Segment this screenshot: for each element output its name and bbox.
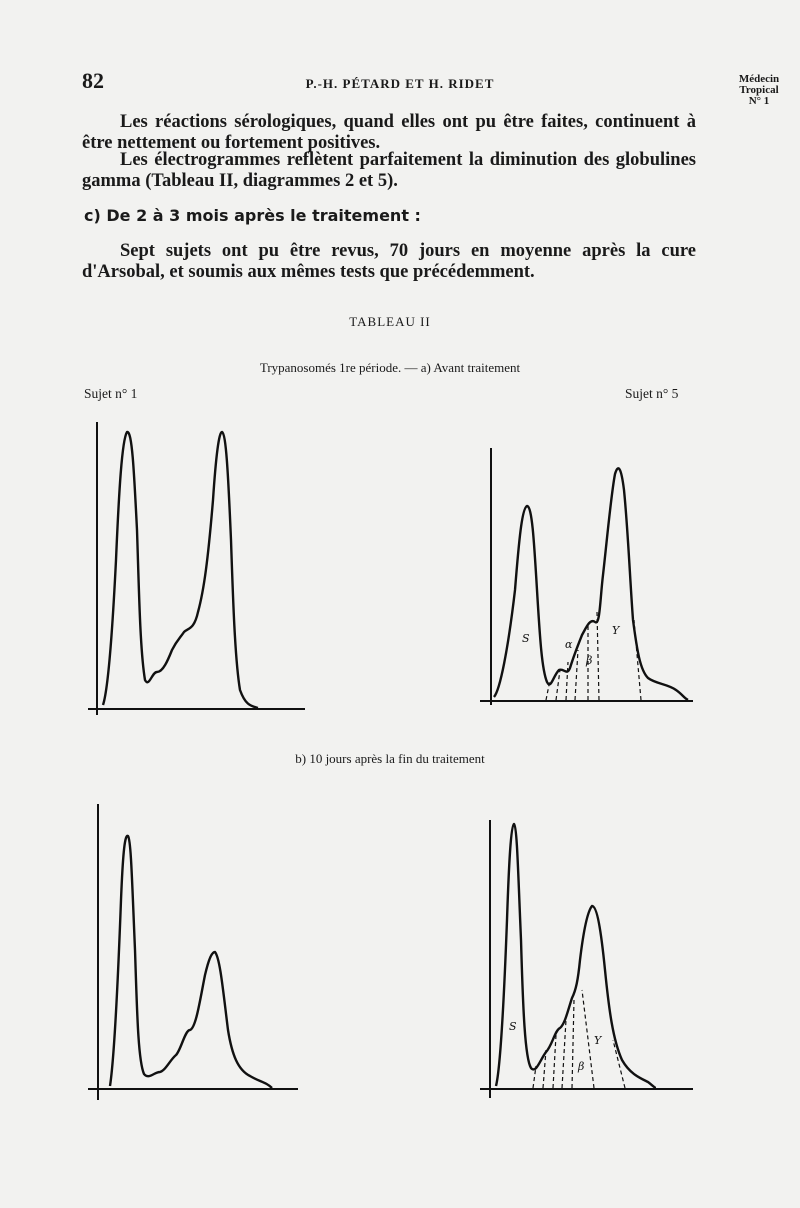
fraction-label-s: S [522,632,530,645]
paragraph-serology-text: Les réactions sérologiques, quand elles ont pu être faites, continuent à être nettement ou fortement positives. [82,112,696,153]
electrophoresis-curve [110,836,272,1088]
subject-right-label: Sujet n° 5 [625,386,679,401]
fraction-dividers [533,990,625,1088]
paragraph-followup-text: Sept sujets ont pu être revus, 70 jours en moyenne après la cure d'Arsobal, et soumis aux mêmes tests que précédemment. [82,241,696,282]
electrophoresis-curve [496,824,656,1088]
journal-line-3: N° 1 [748,95,770,107]
fraction-label-gamma: Y [612,624,620,637]
diagram-subject5-after [480,820,693,1098]
journal-line-2: Tropical [739,84,779,96]
diagram-subject5-before [480,448,693,705]
fraction-label-beta: β [578,1060,585,1073]
running-head: P.-H. PÉTARD ET H. RIDET [305,76,495,91]
page-number: 82 [82,68,104,93]
fraction-label-gamma: Y [594,1034,602,1047]
electrophoresis-curve [103,432,258,708]
diagram-subject1-after [88,804,298,1100]
fraction-dividers [546,612,641,700]
section-heading: c) De 2 à 3 mois après le traitement : [84,206,421,225]
fraction-label-beta: β [586,654,593,667]
table-subtitle-a: Trypanosomés 1re période. — a) Avant traitement [259,360,521,375]
journal-line-1: Médecin [738,73,780,85]
table-title: TABLEAU II [349,314,431,329]
paragraph-electrograms-text: Les électrogrammes reflètent parfaitement la diminution des globulines gamma (Tableau II, diagrammes 2 et 5). [82,150,696,191]
table-subtitle-b: b) 10 jours après la fin du traitement [295,751,485,766]
fraction-label-s: S [509,1020,517,1033]
subject-left-label: Sujet n° 1 [84,386,138,401]
diagram-subject1-before [88,422,305,715]
fraction-label-alpha: α [565,638,573,651]
